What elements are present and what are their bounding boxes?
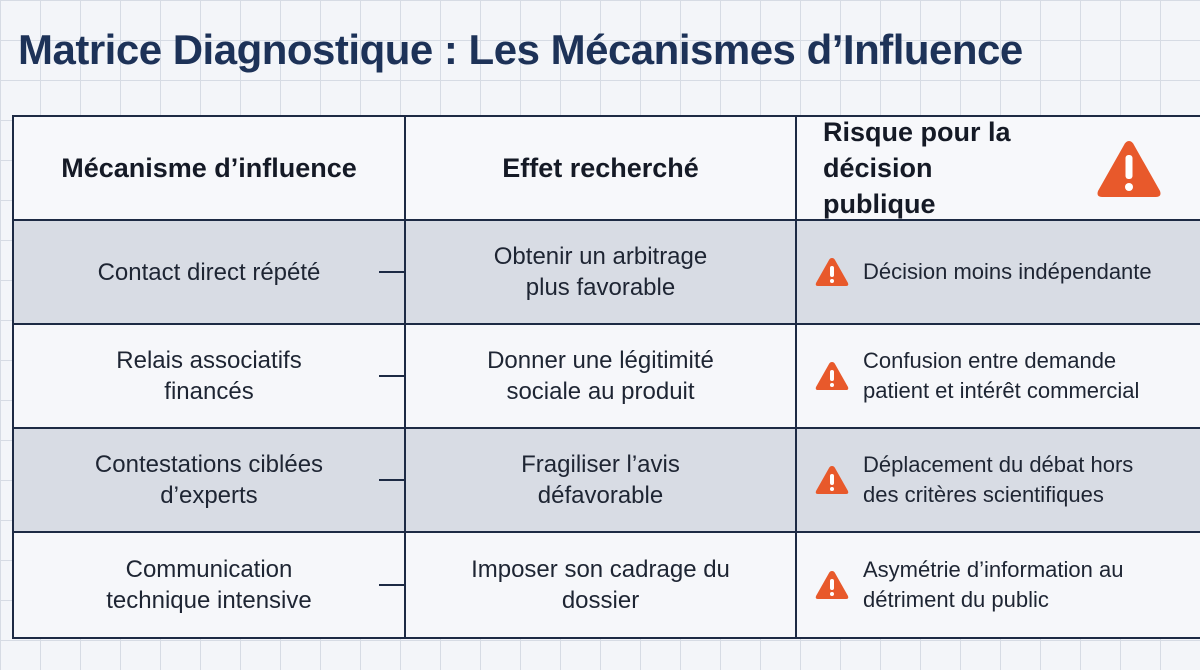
- table-row-4-risk: [797, 533, 1200, 637]
- warning-triangle-icon: [815, 569, 849, 601]
- row-1-effect-text: Obtenir un arbitrage plus favorable: [493, 243, 708, 301]
- table-row-4-mechanism: [14, 533, 406, 637]
- row-4-effect-text: Imposer son cadrage du dossier: [471, 556, 730, 614]
- row-2-effect-text: Donner une légitimité sociale au produit: [487, 347, 714, 405]
- row-2-risk-text: Confusion entre demande patient et intérêt commercial: [863, 348, 1140, 403]
- table-row-2-effect: [406, 325, 797, 429]
- header-risk: [797, 117, 1200, 221]
- row-3-effect-text: Fragiliser l’avis défavorable: [521, 451, 680, 509]
- row-3-mechanism-text: Contestations ciblées d’experts: [94, 451, 324, 509]
- table-row-3-effect: [406, 429, 797, 533]
- row-2-mechanism-text: Relais associatifs financés: [116, 347, 302, 405]
- table-row-3-mechanism: [14, 429, 406, 533]
- table-row-1-risk: [797, 221, 1200, 325]
- influence-matrix: [12, 115, 1200, 639]
- warning-triangle-icon: [1094, 137, 1164, 201]
- page-title: Matrice Diagnostique : Les Mécanismes d’Influence: [18, 26, 1023, 73]
- table-row-2-mechanism: [14, 325, 406, 429]
- warning-triangle-icon: [815, 360, 849, 392]
- table-row-1-effect: [406, 221, 797, 325]
- header-effect: Effet recherché: [406, 117, 797, 221]
- table-row-4-effect: [406, 533, 797, 637]
- table-row-1-mechanism: [14, 221, 406, 325]
- row-1-risk-text: Décision moins indépendante: [863, 259, 1152, 284]
- row-3-risk-text: Déplacement du débat hors des critères scientifiques: [863, 452, 1134, 507]
- warning-triangle-icon: [815, 256, 849, 288]
- row-4-risk-text: Asymétrie d’information au détriment du public: [863, 557, 1124, 612]
- header-risk-label: Risque pour la décision publique: [823, 117, 1011, 219]
- row-4-mechanism-text: Communication technique intensive: [106, 556, 312, 614]
- header-mechanism: Mécanisme d’influence: [14, 117, 406, 221]
- row-1-mechanism-text: Contact direct répété: [97, 258, 321, 286]
- table-row-2-risk: [797, 325, 1200, 429]
- warning-triangle-icon: [815, 464, 849, 496]
- table-row-3-risk: [797, 429, 1200, 533]
